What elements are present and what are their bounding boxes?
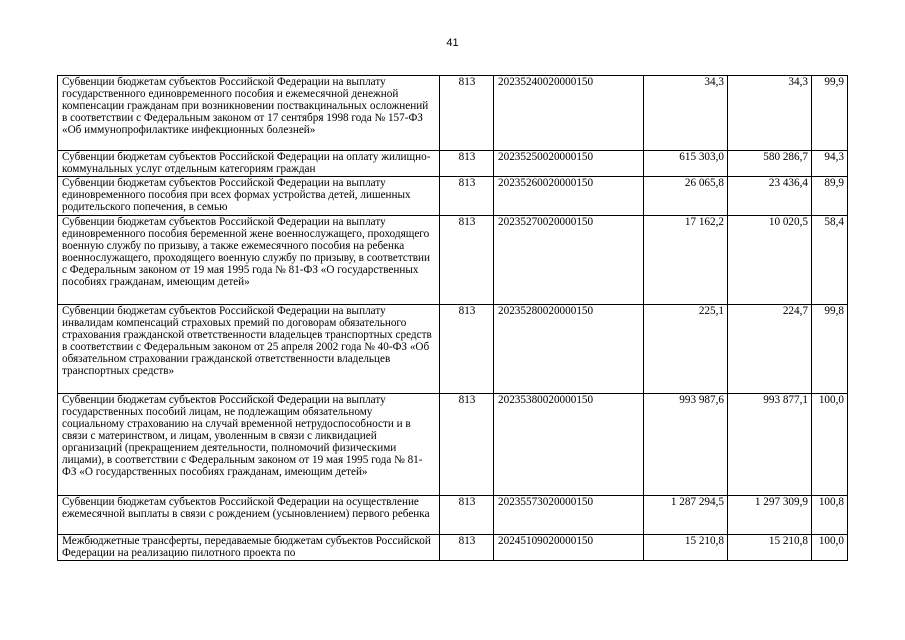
row-actual-value: 10 020,5 [728, 216, 812, 305]
table-row [58, 305, 848, 394]
row-actual-value: 34,3 [728, 76, 812, 151]
row-description: Субвенции бюджетам субъектов Российской Федерации на выплату государственных пособий лицам, не подлежащим обязательному социальному страхованию на случай временной нетрудоспособности и в связи с материнством, и лицам, уволенным в связи с ликвидацией организаций (прекращением деятельности, полномочий физическими лицами), в соответствии с Федеральным законом от 19 мая 1995 года № 81-ФЗ «О государственных пособиях гражданам, имеющим детей» [58, 394, 440, 496]
table-row [58, 177, 848, 216]
row-budget-code: 20235260020000150 [494, 177, 644, 216]
row-actual-value: 15 210,8 [728, 535, 812, 561]
row-actual-value: 580 286,7 [728, 151, 812, 177]
row-admin-code: 813 [440, 496, 494, 535]
row-budget-code: 20235573020000150 [494, 496, 644, 535]
row-actual-value: 993 877,1 [728, 394, 812, 496]
row-budget-code: 20235380020000150 [494, 394, 644, 496]
row-admin-code: 813 [440, 151, 494, 177]
row-plan-value: 15 210,8 [644, 535, 728, 561]
row-percent: 94,3 [812, 151, 848, 177]
row-percent: 100,8 [812, 496, 848, 535]
row-admin-code: 813 [440, 216, 494, 305]
row-description: Субвенции бюджетам субъектов Российской Федерации на осуществление ежемесячной выплаты в связи с рождением (усыновлением) первого ребенка [58, 496, 440, 535]
table-row [58, 216, 848, 305]
row-budget-code: 20235270020000150 [494, 216, 644, 305]
row-description: Межбюджетные трансферты, передаваемые бюджетам субъектов Российской Федерации на реализацию пилотного проекта по [58, 535, 440, 561]
row-admin-code: 813 [440, 535, 494, 561]
row-percent: 100,0 [812, 394, 848, 496]
row-description: Субвенции бюджетам субъектов Российской Федерации на выплату инвалидам компенсаций страховых премий по договорам обязательного страхования гражданской ответственности владельцев транспортных средств в соответствии с Федеральным законом от 25 апреля 2002 года № 40-ФЗ «Об обязательном страховании гражданской ответственности владельцев транспортных средств» [58, 305, 440, 394]
table-row [58, 394, 848, 496]
row-percent: 58,4 [812, 216, 848, 305]
row-description: Субвенции бюджетам субъектов Российской Федерации на выплату единовременного пособия при всех формах устройства детей, лишенных родительского попечения, в семью [58, 177, 440, 216]
row-plan-value: 993 987,6 [644, 394, 728, 496]
page-number: 41 [446, 37, 459, 49]
table-row [58, 76, 848, 151]
row-percent: 89,9 [812, 177, 848, 216]
row-plan-value: 225,1 [644, 305, 728, 394]
table-row [58, 151, 848, 177]
row-description: Субвенции бюджетам субъектов Российской Федерации на оплату жилищно-коммунальных услуг отдельным категориям граждан [58, 151, 440, 177]
row-admin-code: 813 [440, 305, 494, 394]
budget-table [57, 75, 848, 561]
row-budget-code: 20235250020000150 [494, 151, 644, 177]
row-actual-value: 224,7 [728, 305, 812, 394]
row-percent: 99,8 [812, 305, 848, 394]
table-row [58, 535, 848, 561]
row-admin-code: 813 [440, 76, 494, 151]
row-description: Субвенции бюджетам субъектов Российской Федерации на выплату единовременного пособия беременной жене военнослужащего, проходящего военную службу по призыву, а также ежемесячного пособия на ребенка военнослужащего, проходящего военную службу по призыву, в соответствии с Федеральным законом от 19 мая 1995 года № 81-ФЗ «О государственных пособиях гражданам, имеющим детей» [58, 216, 440, 305]
row-plan-value: 26 065,8 [644, 177, 728, 216]
row-plan-value: 34,3 [644, 76, 728, 151]
row-admin-code: 813 [440, 394, 494, 496]
row-description: Субвенции бюджетам субъектов Российской Федерации на выплату государственного единовременного пособия и ежемесячной денежной компенсации гражданам при возникновении поствакцинальных осложнений в соответствии с Федеральным законом от 17 сентября 1998 года № 157-ФЗ «Об иммунопрофилактике инфекционных болезней» [58, 76, 440, 151]
row-actual-value: 23 436,4 [728, 177, 812, 216]
row-plan-value: 615 303,0 [644, 151, 728, 177]
row-percent: 99,9 [812, 76, 848, 151]
row-plan-value: 17 162,2 [644, 216, 728, 305]
row-admin-code: 813 [440, 177, 494, 216]
table-row [58, 496, 848, 535]
row-percent: 100,0 [812, 535, 848, 561]
row-plan-value: 1 287 294,5 [644, 496, 728, 535]
row-actual-value: 1 297 309,9 [728, 496, 812, 535]
row-budget-code: 20235240020000150 [494, 76, 644, 151]
row-budget-code: 20235280020000150 [494, 305, 644, 394]
row-budget-code: 20245109020000150 [494, 535, 644, 561]
